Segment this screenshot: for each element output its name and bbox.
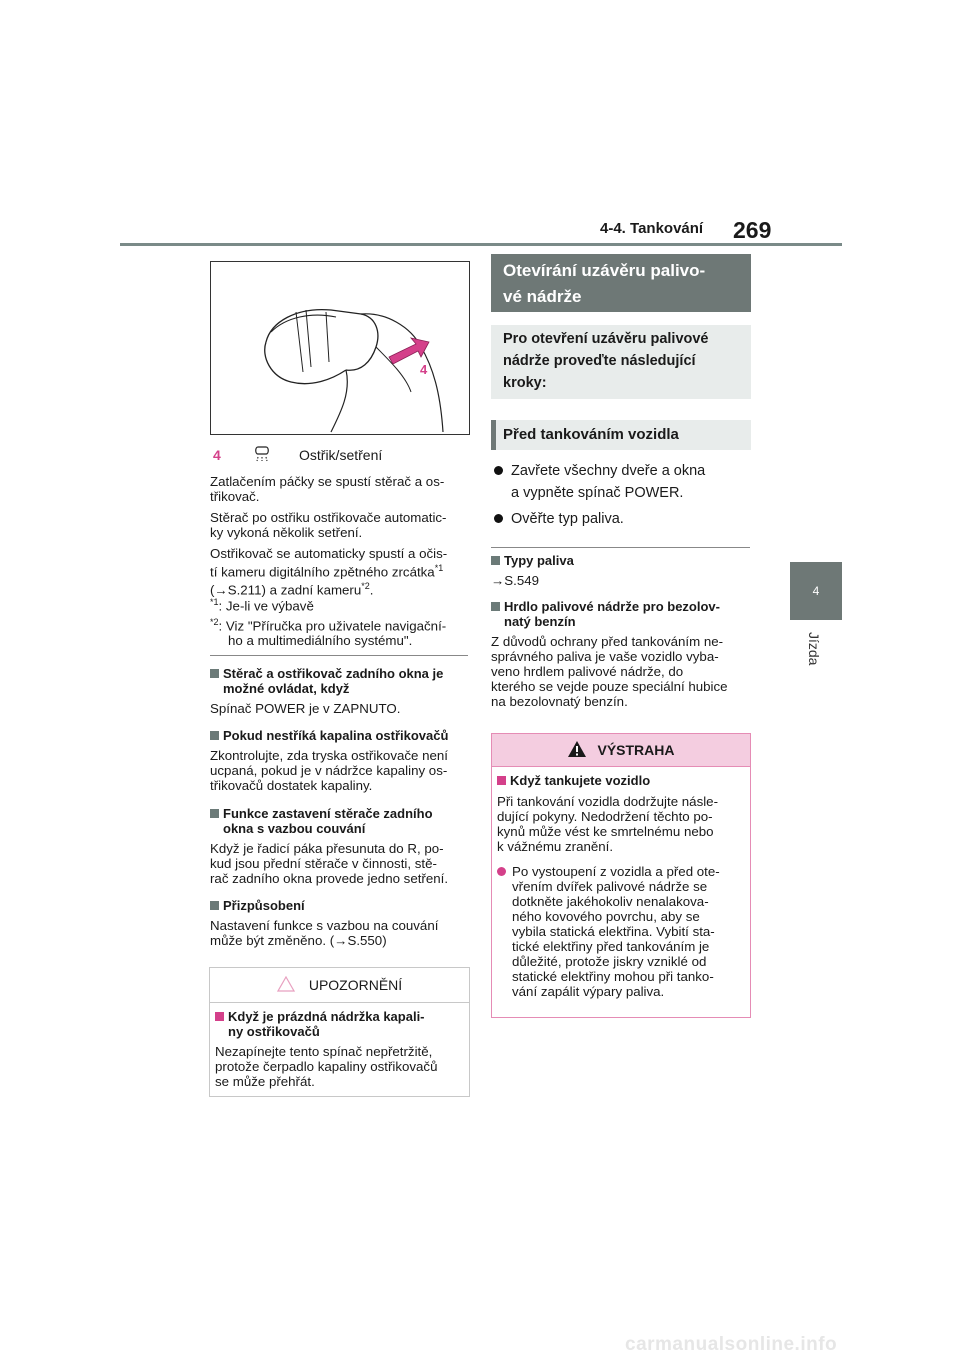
- divider: [491, 547, 750, 548]
- intro-box: Pro otevření uzávěru palivové nádrže proveďte následující kroky:: [491, 325, 751, 399]
- item-number: 4: [213, 447, 221, 463]
- note-customization: Přizpůsobení Nastavení funkce s vazbou na couvání může být změněno. (→S.550): [210, 898, 439, 948]
- footnote-2: $^{*2}$: Viz "Příručka pro uživatele navigační- ho a multimediálního systému".: [210, 617, 447, 649]
- page-number: 269: [733, 217, 772, 243]
- para-wiper-auto: Stěrač po ostřiku ostřikovače automatic- ky vykoná několik setření.: [210, 510, 447, 540]
- sub-heading: Před tankováním vozidla: [491, 420, 751, 450]
- caution-triangle-icon: [277, 976, 295, 995]
- para-camera-wash: Ostřikovač se automaticky spustí a očis- tí kameru digitálního zpětného zrcátka$^{*1}$ (→S.211) a zadní kameru$^{*2}$.: [210, 546, 448, 598]
- section-title: 4-4. Tankování: [600, 220, 704, 237]
- figure-callout: 4: [420, 362, 428, 377]
- washer-icon: [253, 445, 271, 466]
- wiper-lever-figure: [210, 261, 470, 435]
- square-bullet: [210, 901, 219, 910]
- notice-header: UPOZORNĚNÍ: [210, 968, 469, 1003]
- footnote-1: $^{*1}$: Je-li ve výbavě: [210, 597, 314, 614]
- note-no-fluid: Pokud nestříká kapalina ostřikovačů Zkontrolujte, zda tryska ostřikovače není ucpaná, pokud je v nádržce kapaliny os- třikovačů dostatek kapaliny.: [210, 728, 449, 793]
- square-bullet: [210, 809, 219, 818]
- square-bullet: [491, 602, 500, 611]
- note-fuel-types: Typy paliva →S.549: [491, 553, 753, 588]
- header-rule: [120, 243, 842, 246]
- square-bullet: [210, 731, 219, 740]
- bullet-close-doors: Zavřete všechny dveře a okna a vypněte spínač POWER.: [494, 460, 754, 504]
- square-bullet: [210, 669, 219, 678]
- main-heading: Otevírání uzávěru palivo- vé nádrže: [491, 254, 751, 312]
- warning-box: VÝSTRAHA Když tankujete vozidlo Při tankování vozidla dodržujte násle- dující pokyny. Nedodržení těchto po- kynů může vést ke smrtelnému nebo k vážnému zranění. Po vystoupení z vozidla a před ote- vřením dvířek palivové nádrže se dotkněte jakéhokoliv nenalakova- ného kovového povrchu, aby se vybila statická elektřina. Vybití sta- tické elektřiny před tankováním je důležité, protože jiskry vzniklé od statické elektřiny mohou při tanko- vání zapálit výpary paliva.: [491, 733, 751, 1018]
- square-bullet: [215, 1012, 224, 1021]
- para-push-lever: Zatlačením páčky se spustí stěrač a os- třikovač.: [210, 474, 445, 504]
- divider: [210, 655, 468, 656]
- note-filler-neck: Hrdlo palivové nádrže pro bezolov- natý benzín Z důvodů ochrany před tankováním ne- správného paliva je vaše vozidlo vyba- veno hrdlem palivové nádrže, do kterého se vejde pouze speciální hubice na bezolovnatý benzín.: [491, 599, 728, 709]
- chapter-label: Jízda: [806, 632, 822, 666]
- warning-triangle-icon: [567, 737, 587, 769]
- wiper-lever-illustration: [211, 262, 469, 434]
- square-bullet: [497, 776, 506, 785]
- heading-marker: [491, 420, 496, 450]
- warning-header: VÝSTRAHA: [492, 734, 750, 767]
- note-reverse-wiper: Funkce zastavení stěrače zadního okna s vazbou couvání Když je řadicí páka přesunuta do R, po- kud jsou přední stěrače v činnosti, stě- rač zadního okna provede jedno setření.: [210, 806, 449, 886]
- fuel-type-link[interactable]: →S.549: [491, 573, 540, 588]
- note-rear-wiper: Stěrač a ostřikovač zadního okna je možné ovládat, když Spínač POWER je v ZAPNUTO.: [210, 666, 444, 716]
- square-bullet: [491, 556, 500, 565]
- watermark: carmanualsonline.info: [625, 1334, 838, 1355]
- bullet-fuel-type: Ověřte typ paliva.: [494, 508, 754, 530]
- notice-box: UPOZORNĚNÍ Když je prázdná nádržka kapali- ny ostřikovačů Nezapínejte tento spínač nepřetržitě, protože čerpadlo kapaliny ostřikovačů se může přehřát.: [209, 967, 470, 1097]
- chapter-tab: 4: [790, 562, 842, 620]
- item-label: Ostřik/setření: [299, 447, 383, 463]
